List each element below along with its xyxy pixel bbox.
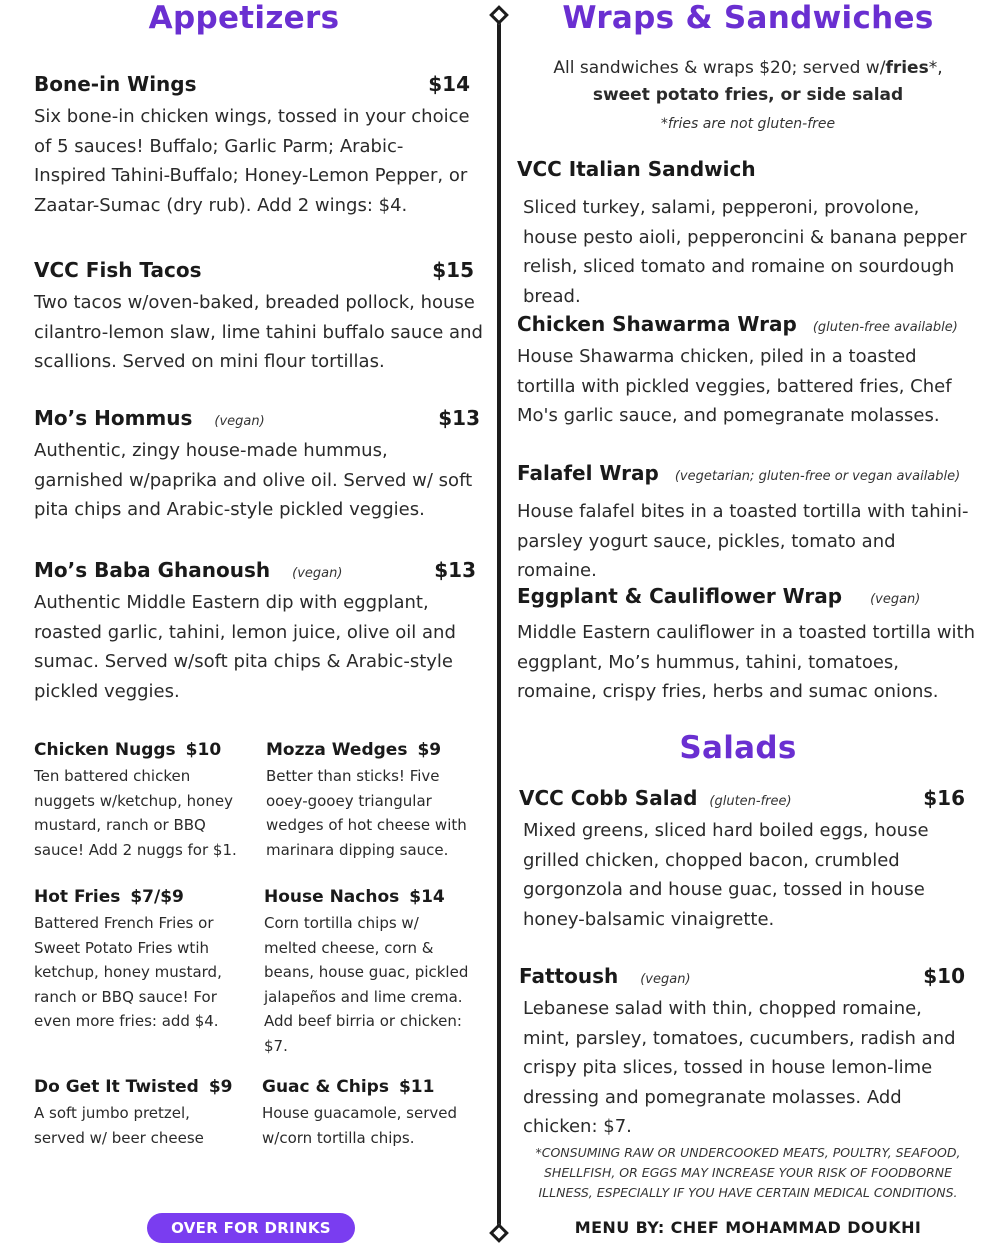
item-name: Chicken Nuggs <box>34 740 176 760</box>
item-description: Better than sticks! Five ooey-gooey triangular wedges of hot cheese with marinara dipping sauce. <box>266 767 467 859</box>
item-name: Falafel Wrap <box>517 461 659 485</box>
item-description: Battered French Fries or Sweet Potato Fries wtih ketchup, honey mustard, ranch or BBQ sauce! For even more fries: add $4. <box>34 914 222 1030</box>
item-description: Two tacos w/oven-baked, breaded pollock, house cilantro-lemon slaw, lime tahini buffalo sauce and scallions. Served on mini flour tortillas. <box>34 292 483 372</box>
item-name: Do Get It Twisted <box>34 1077 199 1097</box>
item-price: $13 <box>438 406 480 430</box>
item-name: Fattoush <box>519 964 619 988</box>
item-name: Hot Fries <box>34 887 121 907</box>
wraps-intro <box>517 55 979 138</box>
over-for-drinks-button[interactable]: OVER FOR DRINKS <box>147 1213 355 1243</box>
menu-item-chicken-nuggs <box>34 740 249 862</box>
item-name: Chicken Shawarma Wrap <box>517 312 797 336</box>
wraps-title: Wraps & Sandwiches <box>562 0 934 36</box>
item-description: Authentic, zingy house-made hummus, garnished w/paprika and olive oil. Served w/ soft pita chips and Arabic-style pickled veggies. <box>34 440 473 520</box>
item-dietary-note: (vegan) <box>292 566 343 581</box>
item-price: $14 <box>428 72 470 96</box>
divider-diamond-bottom <box>489 1223 509 1243</box>
food-safety-disclaimer: *CONSUMING RAW OR UNDERCOOKED MEATS, POULTRY, SEAFOOD, SHELLFISH, OR EGGS MAY INCREASE YOUR RISK OF FOODBORNE ILLNESS, ESPECIALLY IF YOU HAVE CERTAIN MEDICAL CONDITIONS. <box>535 1145 961 1200</box>
item-name: VCC Fish Tacos <box>34 258 202 282</box>
menu-item-mozza-wedges <box>266 740 481 862</box>
salads-title: Salads <box>679 730 797 766</box>
menu-item-hot-fries <box>34 887 234 1034</box>
item-description: Ten battered chicken nuggets w/ketchup, honey mustard, ranch or BBQ sauce! Add 2 nuggs for $1. <box>34 767 237 859</box>
intro-star: *, <box>928 58 943 78</box>
item-description: Corn tortilla chips w/ melted cheese, corn & beans, house guac, pickled jalapeños and lime crema. Add beef birria or chicken: $7. <box>264 914 469 1055</box>
item-dietary-note: (gluten-free available) <box>812 320 958 335</box>
item-name: Bone-in Wings <box>34 72 197 96</box>
menu-item-baba-ghanoush <box>34 558 476 706</box>
item-price: $9 <box>417 740 442 760</box>
item-price: $7/$9 <box>130 887 184 907</box>
menu-item-falafel-wrap <box>517 461 979 586</box>
menu-item-eggplant-wrap <box>517 584 979 707</box>
item-dietary-note: (gluten-free) <box>709 794 792 809</box>
item-name: Guac & Chips <box>262 1077 389 1097</box>
item-description: Six bone-in chicken wings, tossed in your choice of 5 sauces! Buffalo; Garlic Parm; Arabic-Inspired Tahini-Buffalo; Honey-Lemon Pepper, or Zaatar-Sumac (dry rub). Add 2 wings: $4. <box>34 106 470 216</box>
menu-item-guac-chips <box>262 1077 477 1150</box>
item-price: $10 <box>185 740 222 760</box>
item-description: House falafel bites in a toasted tortilla with tahini-parsley yogurt sauce, pickles, tomato and romaine. <box>517 501 969 581</box>
appetizers-title: Appetizers <box>148 0 340 36</box>
intro-sides: sweet potato fries, or side salad <box>592 85 904 105</box>
item-description: House guacamole, served w/corn tortilla chips. <box>262 1104 457 1147</box>
item-description: Authentic Middle Eastern dip with eggplant, roasted garlic, tahini, lemon juice, olive oil and sumac. Served w/soft pita chips & Arabic-style pickled veggies. <box>34 592 456 702</box>
item-name: VCC Cobb Salad <box>519 786 698 810</box>
item-dietary-note: (vegan) <box>214 414 265 429</box>
intro-fries: fries <box>885 58 929 78</box>
menu-item-hommus <box>34 406 480 525</box>
item-description: Lebanese salad with thin, chopped romaine, mint, parsley, tomatoes, cucumbers, radish and crispy pita slices, tossed in house lemon-lime dressing and pomegranate molasses. Add chicken: $7. <box>523 998 956 1137</box>
menu-item-fish-tacos <box>34 258 484 377</box>
item-dietary-note: (vegetarian; gluten-free or vegan available) <box>674 469 961 484</box>
menu-item-italian-sandwich <box>517 157 979 311</box>
divider-diamond-top <box>489 5 509 25</box>
item-description: Sliced turkey, salami, pepperoni, provolone, house pesto aioli, pepperoncini & banana pepper relish, sliced tomato and romaine on sourdough bread. <box>523 197 967 307</box>
menu-credit: MENU BY: CHEF MOHAMMAD DOUKHI <box>574 1218 922 1237</box>
item-price: $14 <box>409 887 445 907</box>
menu-item-house-nachos <box>264 887 476 1058</box>
menu-item-bone-in-wings <box>34 72 470 220</box>
item-dietary-note: (vegan) <box>870 592 921 607</box>
item-dietary-note: (vegan) <box>640 972 691 987</box>
menu-item-cobb-salad <box>519 786 965 934</box>
item-description: Middle Eastern cauliflower in a toasted tortilla with eggplant, Mo’s hummus, tahini, tomatoes, romaine, crispy fries, herbs and sumac onions. <box>517 622 976 702</box>
item-price: $13 <box>434 558 476 582</box>
center-divider <box>497 12 501 1238</box>
item-name: Mo’s Hommus <box>34 406 193 430</box>
item-name: Mozza Wedges <box>266 740 408 760</box>
item-name: Mo’s Baba Ghanoush <box>34 558 271 582</box>
menu-item-shawarma-wrap <box>517 312 979 431</box>
item-description: A soft jumbo pretzel, served w/ beer cheese <box>34 1104 204 1147</box>
item-name: House Nachos <box>264 887 400 907</box>
item-price: $15 <box>432 258 474 282</box>
item-price: $9 <box>208 1077 233 1097</box>
item-name: Eggplant & Cauliflower Wrap <box>517 584 843 608</box>
item-price: $10 <box>923 964 965 988</box>
item-description: House Shawarma chicken, piled in a toasted tortilla with pickled veggies, battered fries, Chef Mo's garlic sauce, and pomegranate molasses. <box>517 346 952 426</box>
item-price: $11 <box>398 1077 435 1097</box>
intro-footnote: *fries are not gluten-free <box>660 116 836 132</box>
item-price: $16 <box>923 786 965 810</box>
item-description: Mixed greens, sliced hard boiled eggs, house grilled chicken, chopped bacon, crumbled gorgonzola and house guac, tossed in house honey-balsamic vinaigrette. <box>523 820 929 930</box>
menu-item-pretzel <box>34 1077 249 1150</box>
intro-text: All sandwiches & wraps $20; served w/ <box>553 58 886 78</box>
item-name: VCC Italian Sandwich <box>517 157 756 181</box>
menu-item-fattoush <box>519 964 965 1142</box>
